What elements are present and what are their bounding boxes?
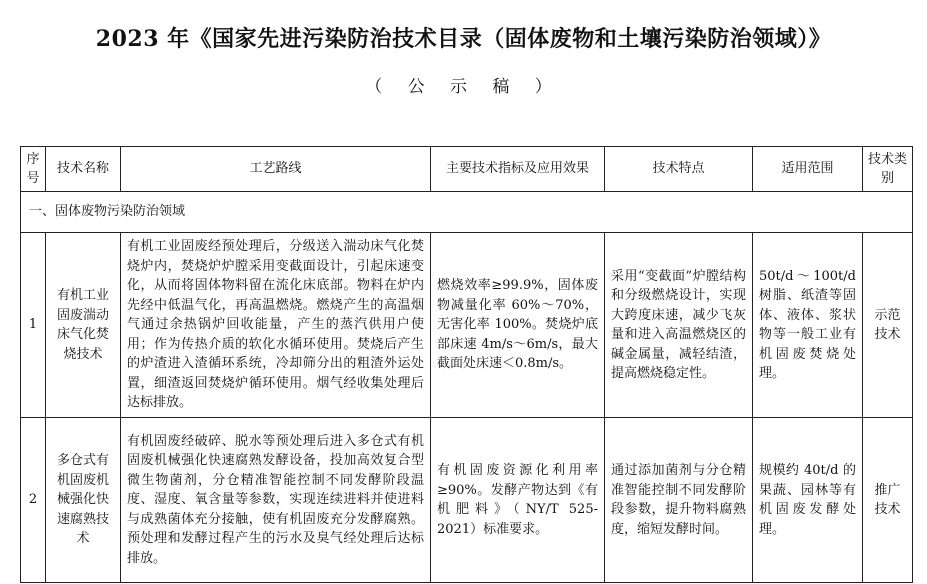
header-features: 技术特点 [605,147,753,192]
cell-category: 示范技术 [863,233,913,418]
technology-catalog-table [20,146,913,583]
cell-process: 有机工业固废经预处理后，分级送入湍动床气化焚烧炉内，焚烧炉炉膛采用变截面设计，引起床速变化，从而将固体物料留在流化床底部。物料在炉内先经中低温气化，再高温燃烧。燃烧产生的高温烟气通过余热锅炉回收能量，产生的蒸汽供用户使用；作为传热介质的软化水循环使用。焚烧后产生的炉渣进入渣循环系统，冷却筛分出的粗渣外运处置，细渣返回焚烧炉循环使用。烟气经收集处理后达标排放。 [121,233,431,418]
header-name: 技术名称 [46,147,121,192]
cell-scope: 50t/d～100t/d 树脂、纸渣等固体、液体、浆状物等一般工业有机固废焚烧处理。 [753,233,863,418]
cell-seq: 1 [21,233,46,418]
cell-seq: 2 [21,418,46,583]
document-title: 2023 年《国家先进污染防治技术目录（固体废物和土壤污染防治领域）》 [95,26,832,52]
document-subtitle: （ 公 示 稿 ） [365,77,562,97]
table-header-row [21,147,913,192]
cell-indicators: 燃烧效率≥99.9%，固体废物减量化率 60%～70%，无害化率 100%。焚烧炉底部床速 4m/s～6m/s，最大截面处床速＜0.8m/s。 [431,233,605,418]
header-category: 技术类别 [863,147,913,192]
section-row [21,192,913,233]
table-row [21,418,913,583]
cell-category: 推广技术 [863,418,913,583]
section-title: 一、固体废物污染防治领域 [21,192,913,233]
cell-process: 有机固废经破碎、脱水等预处理后进入多仓式有机固废机械强化快速腐熟发酵设备，投加高效复合型微生物菌剂，分仓精准智能控制不同发酵阶段温度、湿度、氧含量等参数，实现连续进料并使进料与成熟菌体充分接触，使有机固废充分发酵腐熟。预处理和发酵过程产生的污水及臭气经处理后达标排放。 [121,418,431,583]
cell-features: 通过添加菌剂与分仓精准智能控制不同发酵阶段参数，提升物料腐熟度，缩短发酵时间。 [605,418,753,583]
cell-scope: 规模约 40t/d 的果蔬、园林等有机固废发酵处理。 [753,418,863,583]
header-seq: 序号 [21,147,46,192]
header-process: 工艺路线 [121,147,431,192]
cell-indicators: 有机固废资源化利用率≥90%。发酵产物达到《有机肥料》（NY/T 525-2021）标准要求。 [431,418,605,583]
cell-name: 多仓式有机固废机械强化快速腐熟技术 [46,418,121,583]
header-indicators: 主要技术指标及应用效果 [431,147,605,192]
table-row [21,233,913,418]
header-scope: 适用范围 [753,147,863,192]
cell-name: 有机工业固废湍动床气化焚烧技术 [46,233,121,418]
cell-features: 采用“变截面”炉膛结构和分级燃烧设计，实现大跨度床速，减少飞灰量和进入高温燃烧区的碱金属量，减轻结渣，提高燃烧稳定性。 [605,233,753,418]
